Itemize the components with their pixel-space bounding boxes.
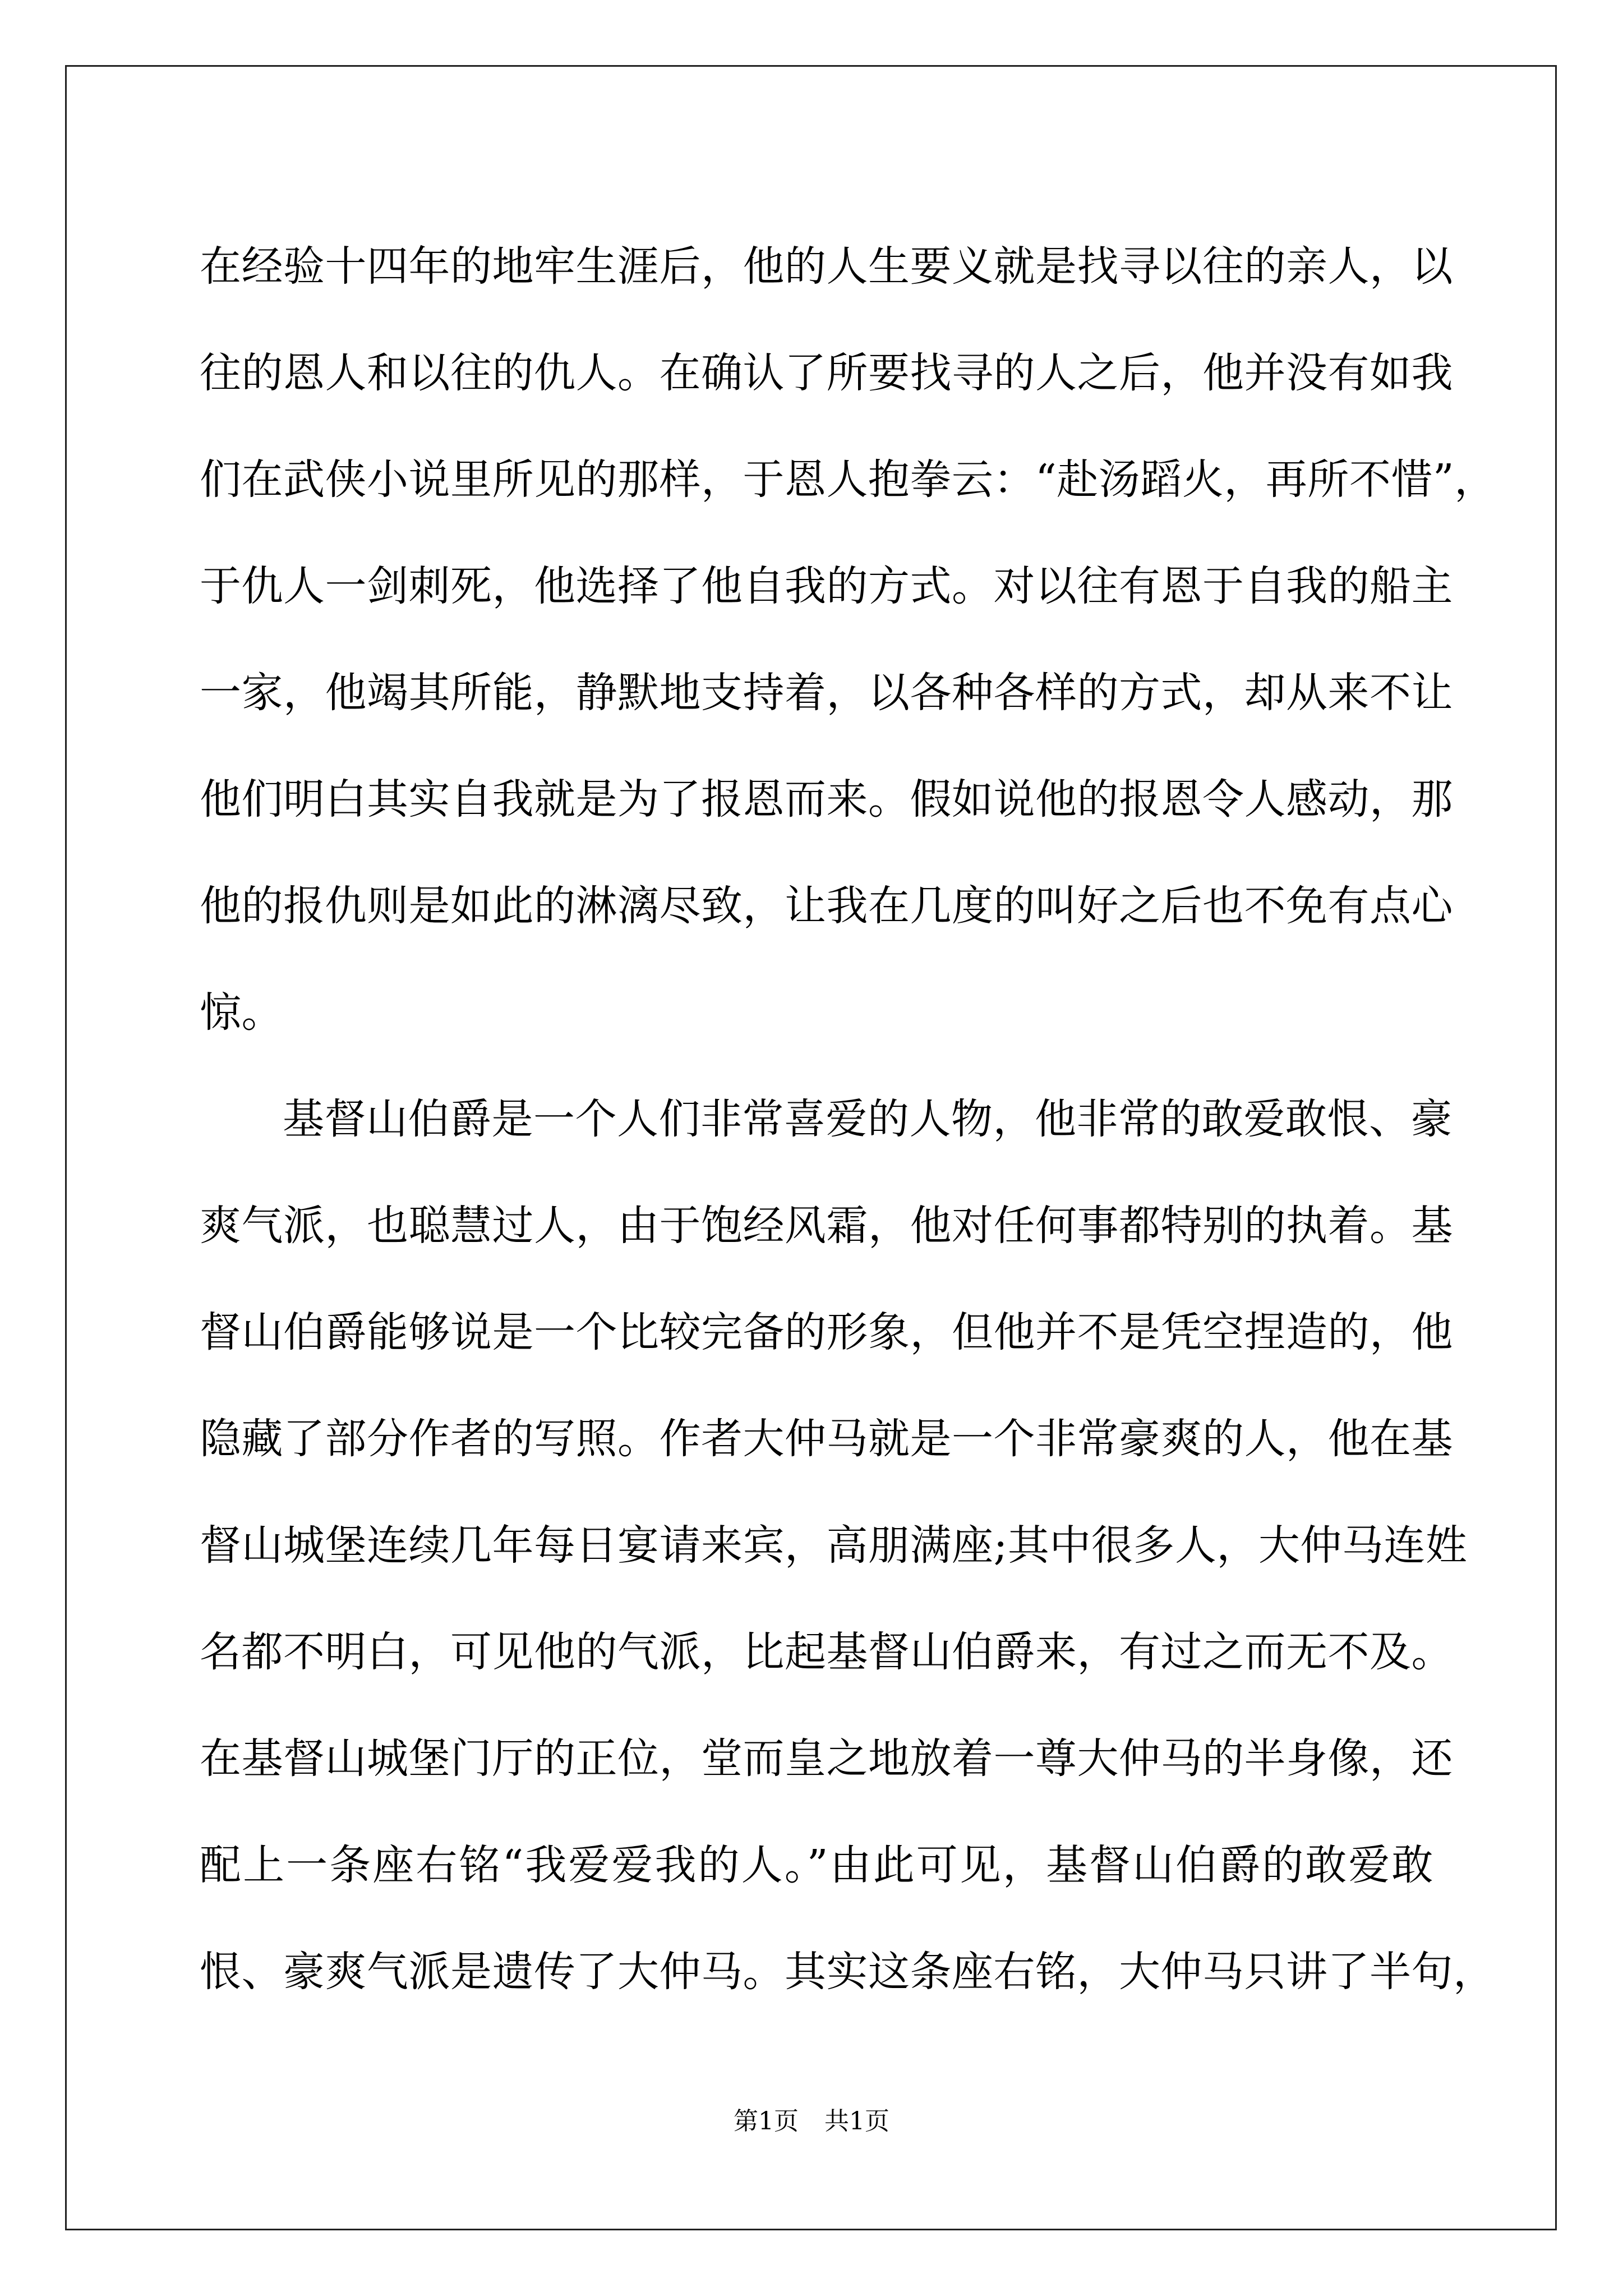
paragraph-2 bbox=[200, 1066, 1495, 2025]
text-line: 隐藏了部分作者的写照。作者大仲马就是一个非常豪爽的人，他在基 bbox=[200, 1415, 1453, 1463]
text-line: 他们明白其实自我就是为了报恩而来。假如说他的报恩令人感动，那 bbox=[200, 775, 1453, 823]
page-number-total: 共1页 bbox=[824, 2107, 889, 2136]
text-line: 督山伯爵能够说是一个比较完备的形象，但他并不是凭空捏造的，他 bbox=[200, 1308, 1453, 1356]
paragraph-1 bbox=[200, 213, 1496, 1066]
text-line: 基督山伯爵是一个人们非常喜爱的人物，他非常的敢爱敢恨、豪 bbox=[283, 1095, 1453, 1143]
text-line: 在基督山城堡门厅的正位，堂而皇之地放着一尊大仲马的半身像，还 bbox=[200, 1734, 1453, 1783]
text-line: 名都不明白，可见他的气派，比起基督山伯爵来，有过之而无不及。 bbox=[200, 1628, 1453, 1676]
text-line: 们在武侠小说里所见的那样，于恩人抱拳云：“赴汤蹈火，再所不惜”， bbox=[200, 455, 1496, 504]
text-line: 督山城堡连续几年每日宴请来宾，高朋满座;其中很多人，大仲马连姓 bbox=[200, 1521, 1468, 1570]
text-line: 惊。 bbox=[200, 988, 283, 1037]
text-line: 他的报仇则是如此的淋漓尽致，让我在几度的叫好之后也不免有点心 bbox=[200, 882, 1453, 930]
text-line: 配上一条座右铭“我爱爱我的人。”由此可见，基督山伯爵的敢爱敢 bbox=[200, 1841, 1433, 1889]
text-line: 爽气派，也聪慧过人，由于饱经风霜，他对任何事都特别的执着。基 bbox=[200, 1202, 1453, 1250]
page-number-current: 第1页 bbox=[734, 2107, 799, 2136]
text-line: 一家，他竭其所能，静默地支持着，以各种各样的方式，却从来不让 bbox=[200, 669, 1453, 717]
text-line: 于仇人一剑刺死，他选择了他自我的方式。对以往有恩于自我的船主 bbox=[200, 562, 1453, 610]
text-line: 往的恩人和以往的仇人。在确认了所要找寻的人之后，他并没有如我 bbox=[200, 349, 1453, 397]
text-line: 在经验十四年的地牢生涯后，他的人生要义就是找寻以往的亲人，以 bbox=[200, 242, 1453, 291]
text-line: 恨、豪爽气派是遗传了大仲马。其实这条座右铭，大仲马只讲了半句， bbox=[200, 1948, 1495, 1996]
page-footer bbox=[0, 2101, 1623, 2137]
document-body bbox=[200, 213, 1496, 2025]
